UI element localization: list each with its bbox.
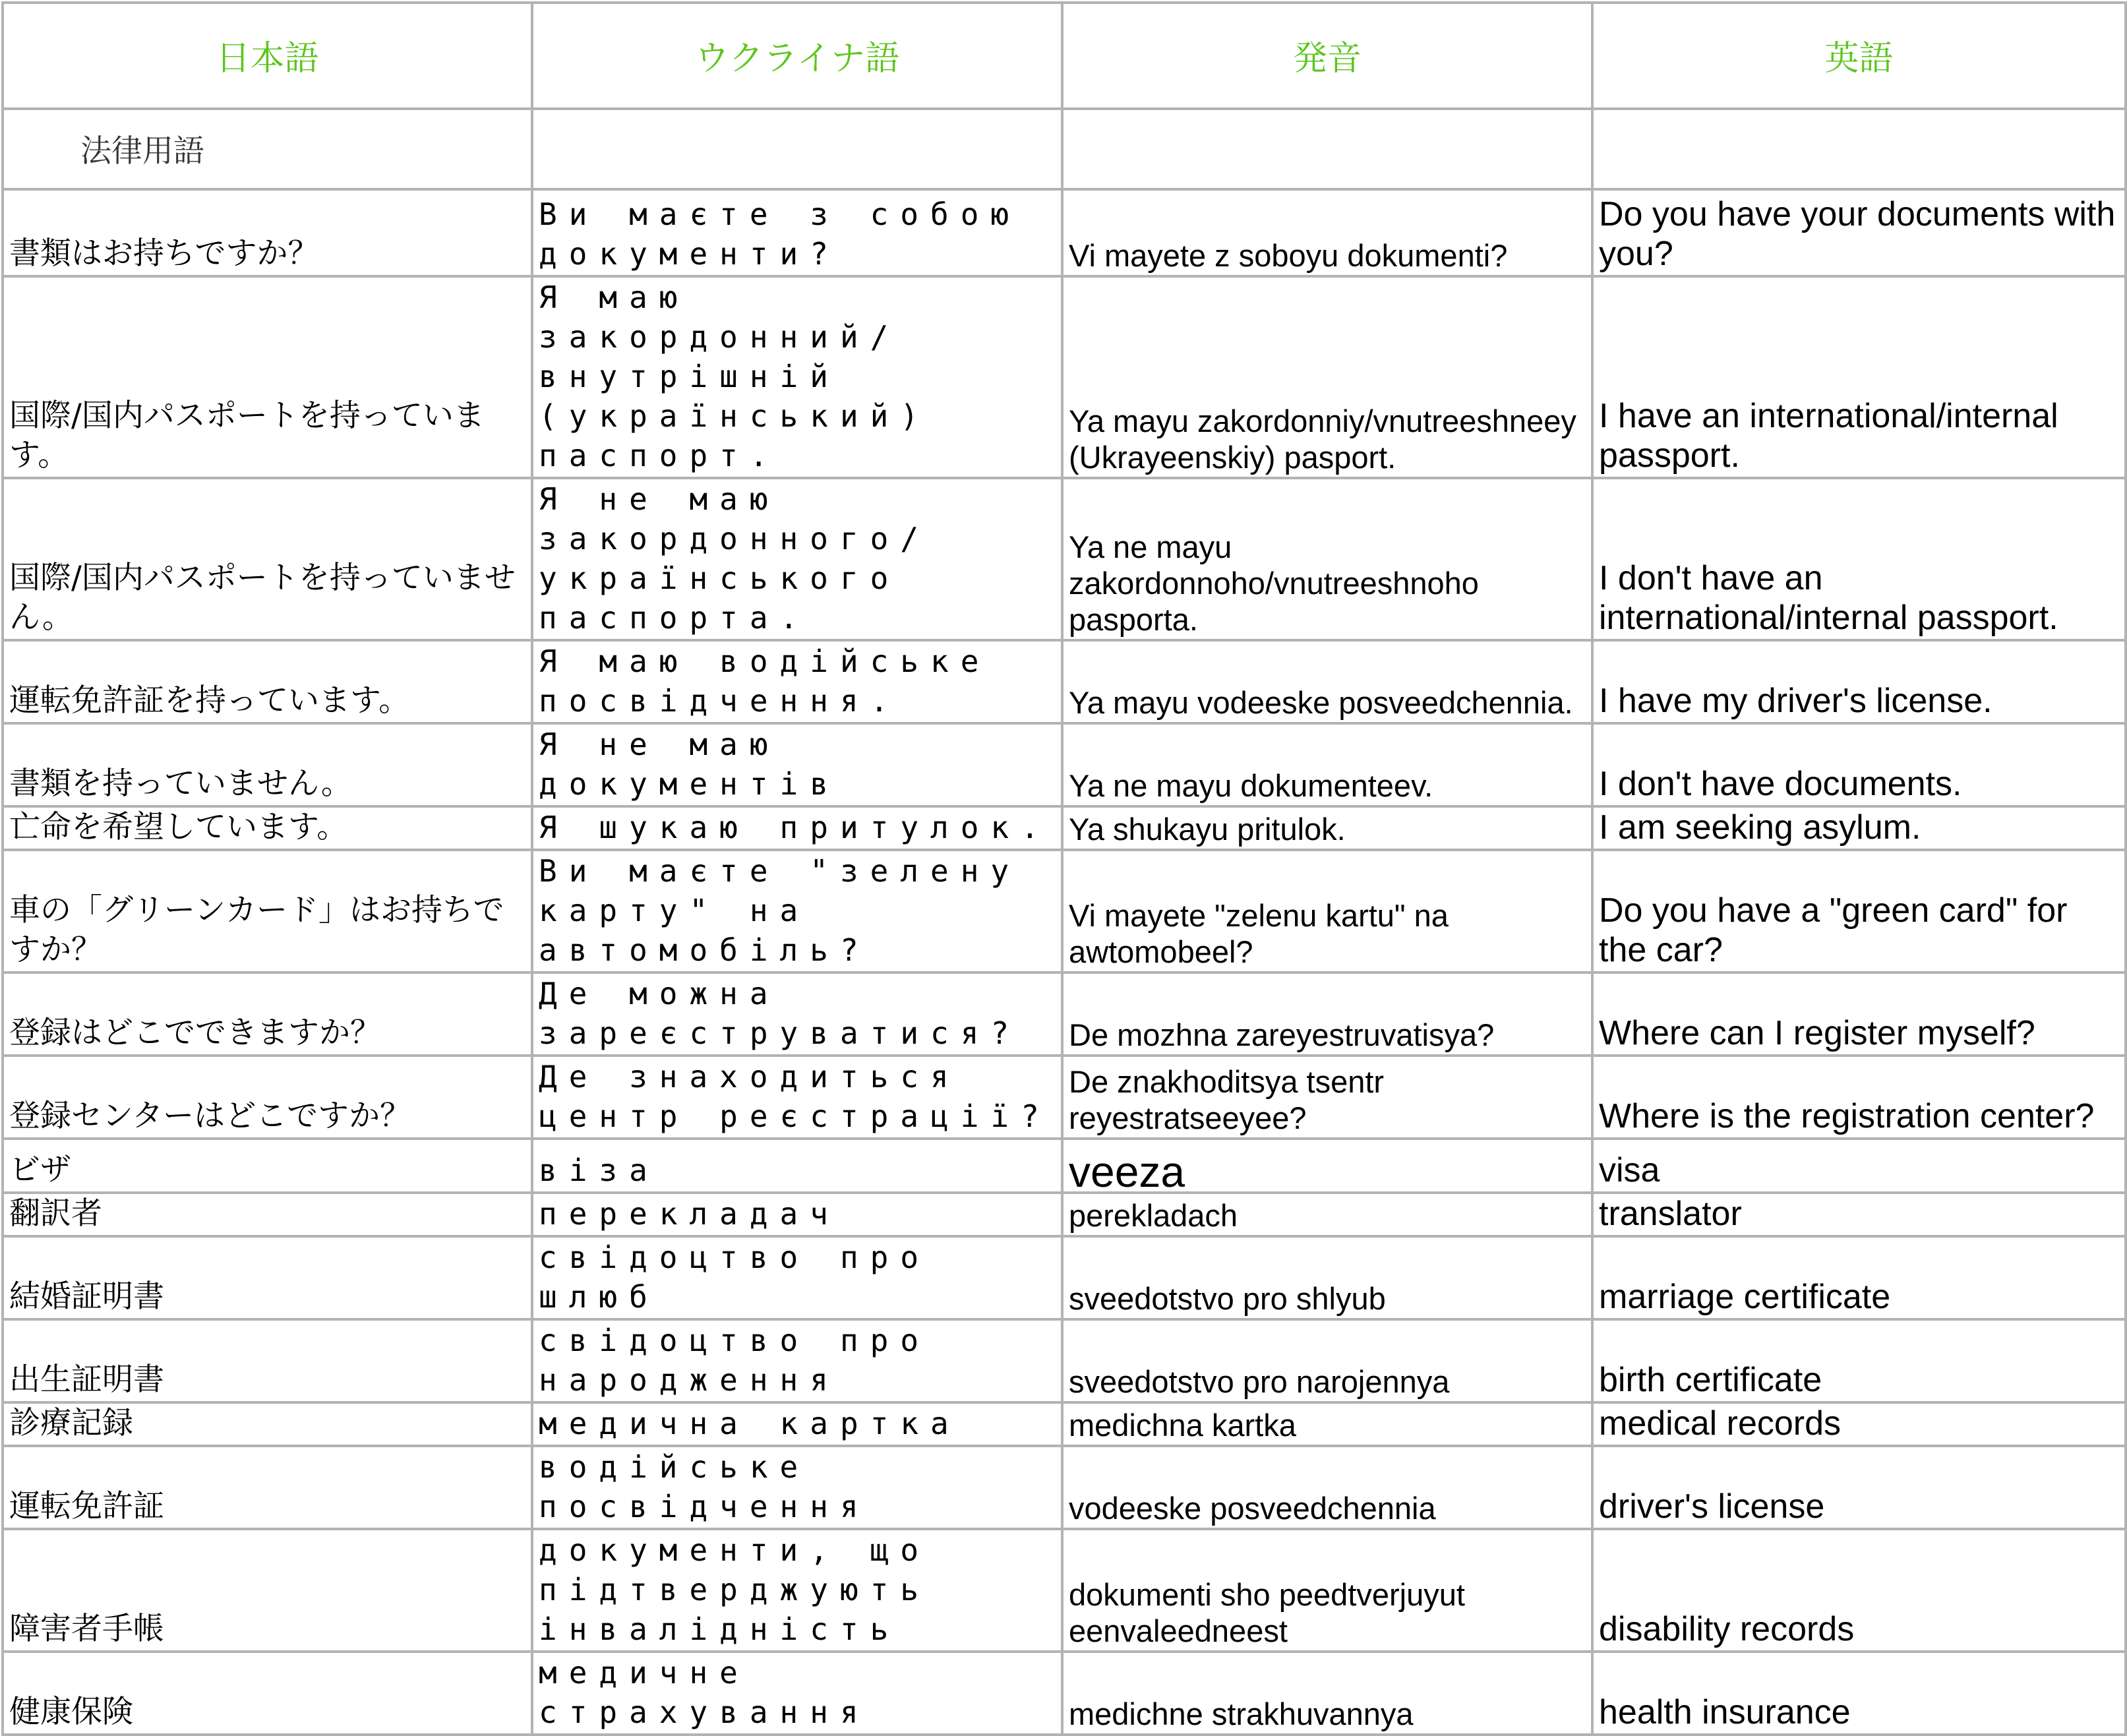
japanese-cell: 結婚証明書 — [3, 1236, 532, 1319]
japanese-cell: 書類を持っていません。 — [3, 723, 532, 806]
table-row — [3, 1446, 2126, 1529]
english-cell: health insurance — [1592, 1652, 2126, 1735]
pronunciation-cell: Vi mayete "zelenu kartu" na awtomobeel? — [1062, 850, 1592, 973]
empty-cell — [1062, 109, 1592, 189]
ukrainian-cell: Я маю закордонний/внутрішній (український) паспорт. — [532, 276, 1062, 478]
japanese-cell: 健康保険 — [3, 1652, 532, 1735]
ukrainian-cell: перекладач — [532, 1193, 1062, 1236]
table-row — [3, 973, 2126, 1056]
pronunciation-cell: dokumenti sho peedtverjuyut eenvaleedneest — [1062, 1529, 1592, 1652]
japanese-cell: 国際/国内パスポートを持っています。 — [3, 276, 532, 478]
table-row — [3, 1529, 2126, 1652]
english-cell: Where can I register myself? — [1592, 973, 2126, 1056]
table-row — [3, 1652, 2126, 1735]
english-cell: I don't have documents. — [1592, 723, 2126, 806]
ukrainian-cell: медична картка — [532, 1402, 1062, 1446]
pronunciation-cell: De znakhoditsya tsentr reyestratseeyee? — [1062, 1056, 1592, 1139]
pronunciation-cell: veeza — [1062, 1139, 1592, 1193]
english-cell: visa — [1592, 1139, 2126, 1193]
section-cell — [3, 109, 532, 189]
ukrainian-cell: Я маю водійське посвідчення. — [532, 640, 1062, 723]
ukrainian-cell: водійське посвідчення — [532, 1446, 1062, 1529]
table-row — [3, 1319, 2126, 1402]
table-row — [3, 1402, 2126, 1446]
table-row — [3, 1193, 2126, 1236]
pronunciation-cell: Ya ne mayu dokumenteev. — [1062, 723, 1592, 806]
ukrainian-cell: медичне страхування — [532, 1652, 1062, 1735]
ukrainian-cell: віза — [532, 1139, 1062, 1193]
ukrainian-cell: Я шукаю притулок. — [532, 806, 1062, 850]
pronunciation-cell: De mozhna zareyestruvatisya? — [1062, 973, 1592, 1056]
pronunciation-cell: Ya mayu zakordonniy/vnutreeshneey (Ukrayeenskiy) pasport. — [1062, 276, 1592, 478]
pronunciation-cell: sveedotstvo pro shlyub — [1062, 1236, 1592, 1319]
header-english: 英語 — [1592, 3, 2126, 109]
english-cell: Where is the registration center? — [1592, 1056, 2126, 1139]
table-row — [3, 276, 2126, 478]
english-cell: marriage certificate — [1592, 1236, 2126, 1319]
ukrainian-cell: документи, що підтверджують інвалідність — [532, 1529, 1062, 1652]
ukrainian-cell: Де знаходиться центр реєстрації? — [532, 1056, 1062, 1139]
empty-cell — [532, 109, 1062, 189]
english-cell: driver's license — [1592, 1446, 2126, 1529]
pronunciation-cell: Ya mayu vodeeske posveedchennia. — [1062, 640, 1592, 723]
pronunciation-cell: Vi mayete z soboyu dokumenti? — [1062, 189, 1592, 276]
english-cell: birth certificate — [1592, 1319, 2126, 1402]
japanese-cell: 障害者手帳 — [3, 1529, 532, 1652]
english-cell: Do you have a "green card" for the car? — [1592, 850, 2126, 973]
english-cell: I have an international/internal passport. — [1592, 276, 2126, 478]
pronunciation-cell: medichna kartka — [1062, 1402, 1592, 1446]
table-row — [3, 640, 2126, 723]
ukrainian-cell: Де можна зареєструватися? — [532, 973, 1062, 1056]
empty-cell — [1592, 109, 2126, 189]
japanese-cell: 登録はどこでできますか？ — [3, 973, 532, 1056]
table-row — [3, 806, 2126, 850]
ukrainian-cell: Я не маю закордонного/українського паспорта. — [532, 478, 1062, 640]
section-row — [3, 109, 2126, 189]
ukrainian-cell: Я не маю документів — [532, 723, 1062, 806]
english-cell: I don't have an international/internal passport. — [1592, 478, 2126, 640]
english-cell: Do you have your documents with you? — [1592, 189, 2126, 276]
pronunciation-cell: Ya ne mayu zakordonnoho/vnutreeshnoho pasporta. — [1062, 478, 1592, 640]
table-row — [3, 1056, 2126, 1139]
japanese-cell: 登録センターはどこですか？ — [3, 1056, 532, 1139]
header-pronunciation: 発音 — [1062, 3, 1592, 109]
ukrainian-cell: свідоцтво про народження — [532, 1319, 1062, 1402]
english-cell: I am seeking asylum. — [1592, 806, 2126, 850]
table-row — [3, 1236, 2126, 1319]
japanese-cell: ビザ — [3, 1139, 532, 1193]
pronunciation-cell: perekladach — [1062, 1193, 1592, 1236]
pronunciation-cell: medichne strakhuvannya — [1062, 1652, 1592, 1735]
english-cell: translator — [1592, 1193, 2126, 1236]
vocabulary-body — [3, 109, 2126, 1735]
english-cell: medical records — [1592, 1402, 2126, 1446]
section-label: 法律用語 — [80, 133, 204, 169]
table-row — [3, 1139, 2126, 1193]
japanese-cell: 書類はお持ちですか？ — [3, 189, 532, 276]
table-row — [3, 850, 2126, 973]
japanese-cell: 診療記録 — [3, 1402, 532, 1446]
pronunciation-cell: Ya shukayu pritulok. — [1062, 806, 1592, 850]
ukrainian-cell: Ви маєте "зелену карту" на автомобіль? — [532, 850, 1062, 973]
pronunciation-cell: vodeeske posveedchennia — [1062, 1446, 1592, 1529]
japanese-cell: 亡命を希望しています。 — [3, 806, 532, 850]
table-row — [3, 189, 2126, 276]
header-ukrainian: ウクライナ語 — [532, 3, 1062, 109]
pronunciation-cell: sveedotstvo pro narojennya — [1062, 1319, 1592, 1402]
ukrainian-cell: свідоцтво про шлюб — [532, 1236, 1062, 1319]
japanese-cell: 運転免許証を持っています。 — [3, 640, 532, 723]
japanese-cell: 運転免許証 — [3, 1446, 532, 1529]
ukrainian-cell: Ви маєте з собою документи? — [532, 189, 1062, 276]
table-row — [3, 478, 2126, 640]
japanese-cell: 国際/国内パスポートを持っていません。 — [3, 478, 532, 640]
header-row — [3, 3, 2126, 109]
header-japanese: 日本語 — [3, 3, 532, 109]
english-cell: disability records — [1592, 1529, 2126, 1652]
english-cell: I have my driver's license. — [1592, 640, 2126, 723]
japanese-cell: 車の「グリーンカード」はお持ちですか？ — [3, 850, 532, 973]
japanese-cell: 翻訳者 — [3, 1193, 532, 1236]
table-row — [3, 723, 2126, 806]
japanese-cell: 出生証明書 — [3, 1319, 532, 1402]
vocabulary-table — [1, 1, 2127, 1736]
